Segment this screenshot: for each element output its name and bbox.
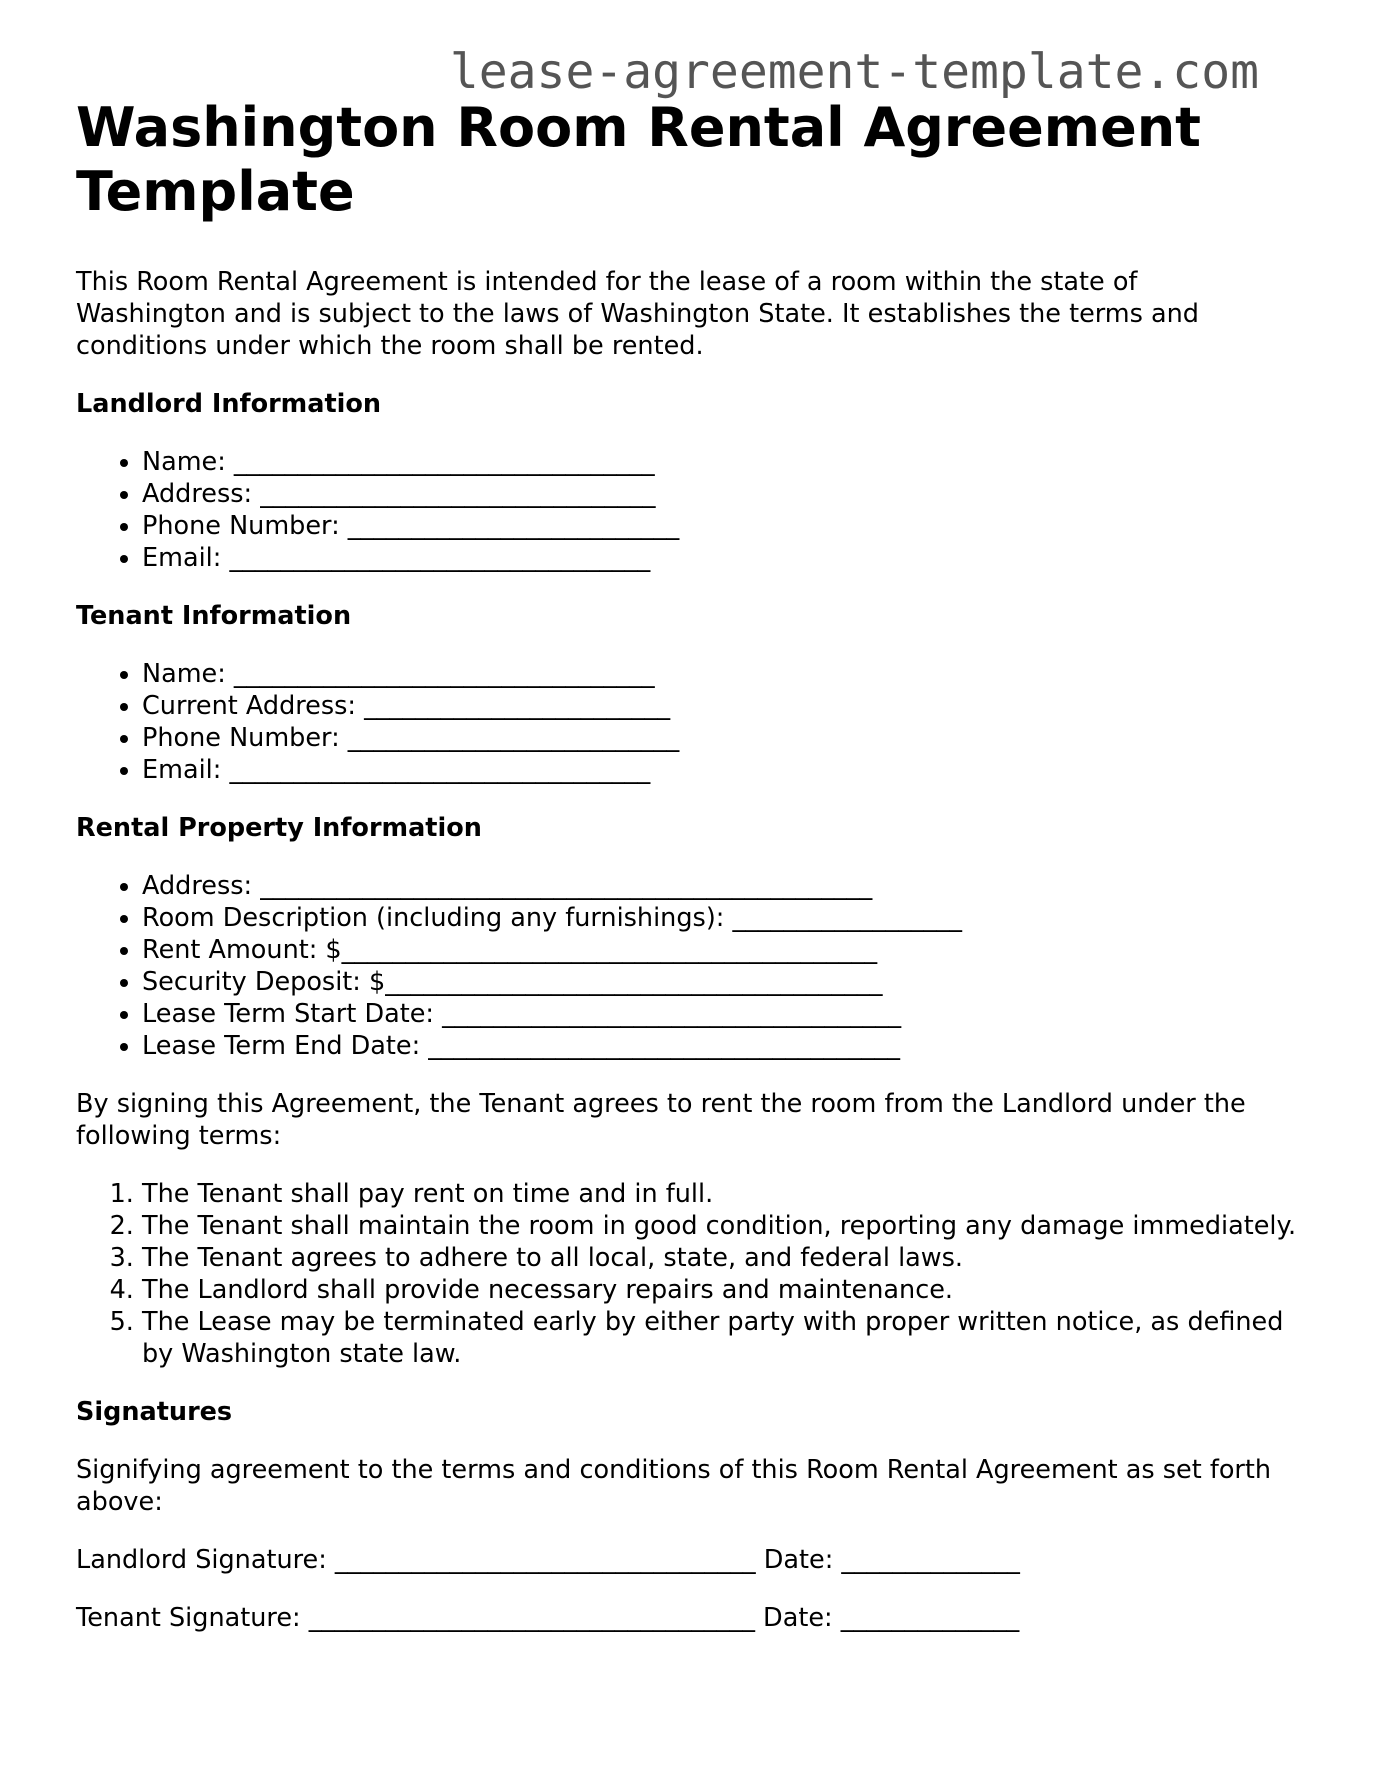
agreement-intro: By signing this Agreement, the Tenant agrees to rent the room from the Landlord under the following terms: <box>76 1089 1246 1151</box>
tenant-address-field: • Current Address: ________________________ <box>142 690 1296 722</box>
watermark: lease-agreement-template.com <box>449 44 1259 100</box>
term-item: 2. The Tenant shall maintain the room in good condition, reporting any damage immediately. <box>142 1210 1302 1242</box>
property-heading: Rental Property Information <box>76 813 482 843</box>
property-fields-list <box>76 870 1296 1062</box>
tenant-email-field: • Email: _________________________________ <box>142 754 1296 786</box>
term-item: 3. The Tenant agrees to adhere to all local, state, and federal laws. <box>142 1242 1302 1274</box>
room-description-field: • Room Description (including any furnishings): __________________ <box>142 902 1296 934</box>
page-title: Washington Room Rental Agreement Template <box>76 96 1201 223</box>
document-content <box>76 96 1296 1634</box>
tenant-fields-list <box>76 658 1296 786</box>
tenant-signature-line: Tenant Signature: ___________________________________ Date: ______________ <box>76 1603 1020 1633</box>
tenant-name-field: • Name: _________________________________ <box>142 658 1296 690</box>
security-deposit-field: • Security Deposit: $_______________________________________ <box>142 966 1296 998</box>
property-address-field: • Address: ________________________________________________ <box>142 870 1296 902</box>
lease-end-date-field: • Lease Term End Date: _____________________________________ <box>142 1030 1296 1062</box>
landlord-phone-field: • Phone Number: __________________________ <box>142 510 1296 542</box>
landlord-fields-list <box>76 446 1296 574</box>
intro-paragraph: This Room Rental Agreement is intended for the lease of a room within the state of Washington and is subject to the laws of Washington State. It establishes the terms and conditions under which the room shall be rented. <box>76 267 1199 361</box>
tenant-heading: Tenant Information <box>76 601 352 631</box>
signatures-intro: Signifying agreement to the terms and conditions of this Room Rental Agreement as set forth above: <box>76 1455 1272 1517</box>
landlord-heading: Landlord Information <box>76 389 382 419</box>
landlord-name-field: • Name: _________________________________ <box>142 446 1296 478</box>
rent-amount-field: • Rent Amount: $__________________________________________ <box>142 934 1296 966</box>
signatures-heading: Signatures <box>76 1397 233 1427</box>
landlord-signature-line: Landlord Signature: _________________________________ Date: ______________ <box>76 1545 1020 1575</box>
tenant-phone-field: • Phone Number: __________________________ <box>142 722 1296 754</box>
term-item: 1. The Tenant shall pay rent on time and in full. <box>142 1178 1302 1210</box>
term-item: 4. The Landlord shall provide necessary repairs and maintenance. <box>142 1274 1302 1306</box>
landlord-email-field: • Email: _________________________________ <box>142 542 1296 574</box>
lease-start-date-field: • Lease Term Start Date: ____________________________________ <box>142 998 1296 1030</box>
terms-list <box>76 1178 1302 1370</box>
term-item: 5. The Lease may be terminated early by either party with proper written notice, as defined by Washington state law. <box>142 1306 1302 1370</box>
landlord-address-field: • Address: _______________________________ <box>142 478 1296 510</box>
